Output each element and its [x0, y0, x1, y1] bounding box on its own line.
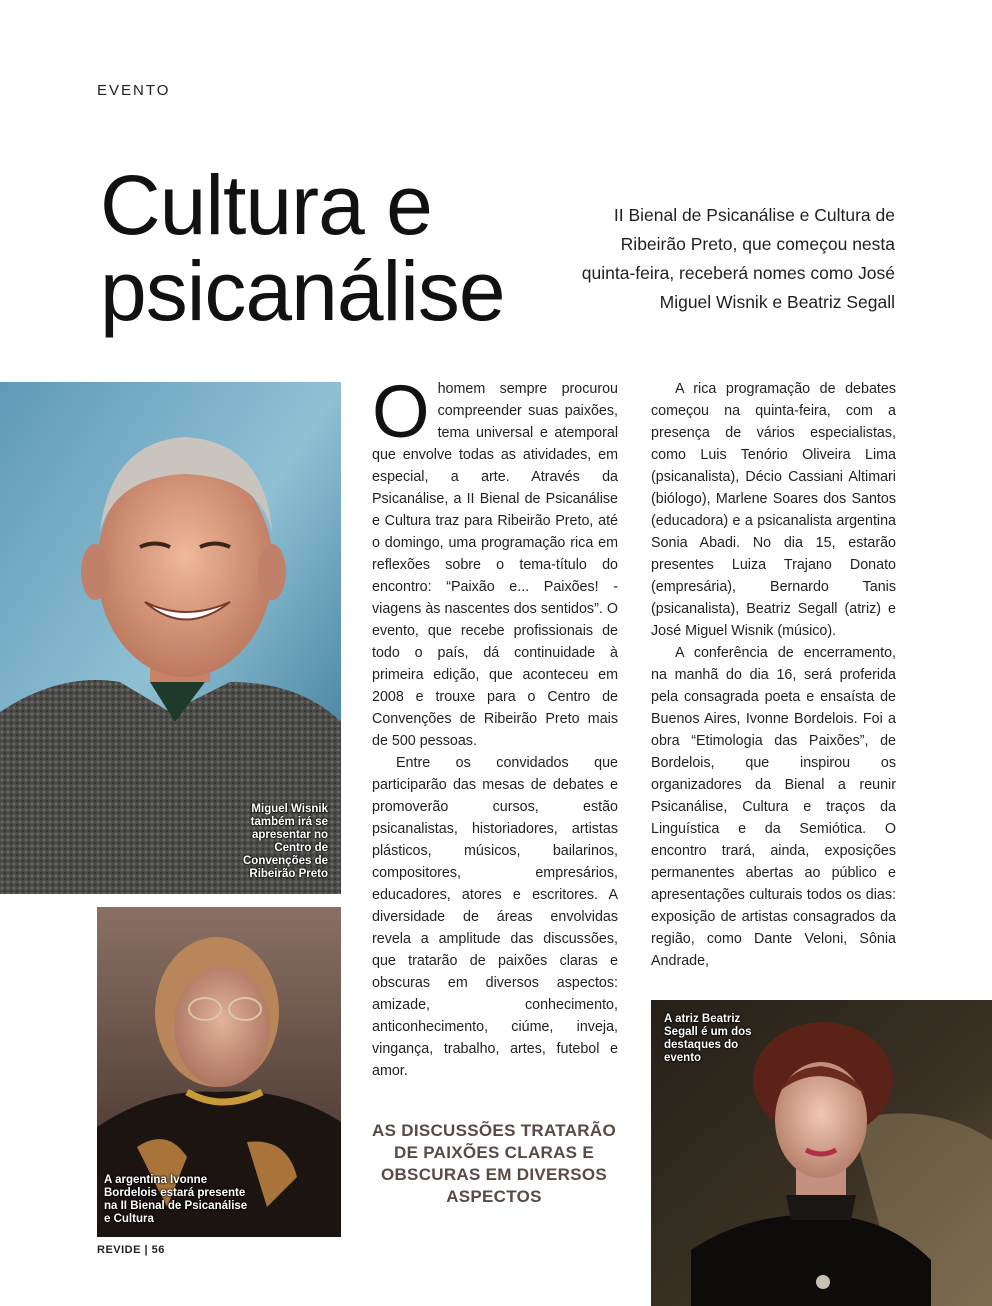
section-label: EVENTO	[97, 82, 171, 99]
page-number: 56	[151, 1244, 165, 1256]
headline-line-2: psicanálise	[100, 244, 505, 338]
drop-cap: O	[372, 370, 430, 453]
article-paragraph: A conferência de encerramento, na manhã do dia 16, será proferida pela consagrada poeta e ensaísta de Buenos Aires, Ivonne Bordelois. Foi a obra “Etimologia das Paixões”, de Bordelois, que inspirou os organizadores da Bienal a reunir Psicanálise, Cultura e traços da Linguística e da Semiótica. O encontro trará, ainda, exposições permanentes abertas ao público e apresentações culturais todos os dias: exposição de artistas consagrados da região, como Dante Veloni, Sônia Andrade,	[651, 645, 896, 969]
article-paragraph: A rica programação de debates começou na quinta-feira, com a presença de vários especialistas, como Luis Tenório Oliveira Lima (psicanalista), Décio Cassiani Altimari (biólogo), Marlene Soares dos Santos (educadora) e a psicanalista argentina Sonia Abadi. No dia 15, estarão presentes Luiza Trajano Donato (empresária), Bernardo Tanis (psicanalista), Beatriz Segall (atriz) e José Miguel Wisnik (músico).	[651, 381, 896, 639]
pull-quote: AS DISCUSSÕES TRATARÃO DE PAIXÕES CLARAS E OBSCURAS EM DIVERSOS ASPECTOS	[372, 1121, 616, 1206]
caption-segall: A atriz Beatriz Segall é um dos destaques do evento	[664, 1013, 752, 1064]
magazine-name: REVIDE	[97, 1244, 141, 1256]
caption-bordelois: A argentina Ivonne Bordelois estará presente na II Bienal de Psicanálise e Cultura	[104, 1174, 248, 1225]
folio-separator: |	[144, 1244, 149, 1256]
article-column-1	[372, 370, 618, 1082]
article-column-2	[651, 378, 896, 972]
article-paragraph: Entre os convidados que participarão das mesas de debates e promoverão cursos, estão psicanalistas, historiadores, artistas plásticos, músicos, bailarinos, compositores, empresários, educadores, atores e escritores. A diversidade de áreas envolvidas revela a amplitude das discussões, que tratarão de paixões claras e obscuras em diversos aspectos: amizade, conhecimento, anticonhecimento, ciúme, inveja, vingança, trabalho, artes, futebol e amor.	[372, 755, 618, 1079]
article-paragraph	[372, 370, 618, 752]
headline	[100, 158, 620, 338]
dek-subtitle: II Bienal de Psicanálise e Cultura de Ribeirão Preto, que começou nesta quinta-feira, receberá nomes como José Miguel Wisnik e Beatriz Segall	[581, 205, 895, 312]
caption-wisnik: Miguel Wisnik também irá se apresentar no Centro de Convenções de Ribeirão Preto	[243, 803, 328, 880]
page-folio	[97, 1244, 165, 1256]
headline-line-1: Cultura e	[100, 158, 432, 252]
paragraph-text: homem sempre procurou compreender suas paixões, tema universal e atemporal que envolve todas as atividades, em especial, a arte. Através da Psicanálise, a II Bienal de Psicanálise e Cultura traz para Ribeirão Preto, até o domingo, uma programação rica em reflexões sobre o tema-título do encontro: “Paixão e... Paixões! - viagens às nascentes dos sentidos”. O evento, que recebe profissionais de todo o país, dá continuidade à primeira edição, que aconteceu em 2008 e trouxe para o Centro de Convenções de Ribeirão Preto mais de 500 pessoas.	[372, 381, 618, 749]
